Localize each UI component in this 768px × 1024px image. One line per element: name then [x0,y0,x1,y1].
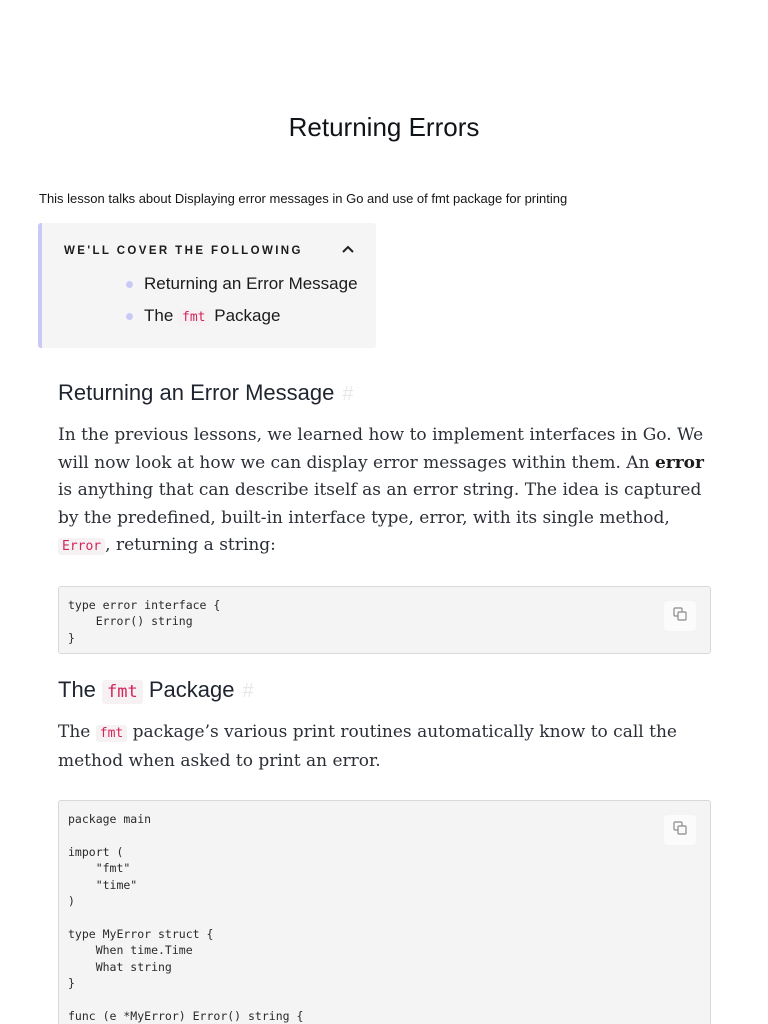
section-heading-text: Package [142,677,235,702]
toc-list [124,273,358,337]
code-content: package main import ( "fmt" "time" ) type MyError struct { When time.Time What string } func (e *MyError) Error() string { [68,812,304,1023]
toc-item-prefix: The [144,306,179,325]
anchor-link[interactable]: # [342,383,354,405]
section-heading-fmt-package [58,677,254,703]
toc-item-suffix: Package [209,306,281,325]
inline-code: fmt [102,680,143,704]
code-block-main-program [58,800,711,1024]
copy-button[interactable] [664,815,696,845]
para-text: , returning a string: [105,535,276,555]
copy-button[interactable] [664,601,696,631]
anchor-link[interactable]: # [242,680,254,702]
para-text: The [58,722,96,742]
toc-item-returning-error[interactable] [124,273,358,305]
chevron-up-icon[interactable] [340,242,356,256]
code-content: type error interface { Error() string } [68,598,221,645]
toc-item-label: Returning an Error Message [144,274,358,293]
inline-code: Error [58,538,105,555]
inline-code: fmt [96,725,127,742]
section1-paragraph [58,422,714,561]
section2-paragraph [58,719,714,775]
section-heading-text: The [58,677,103,702]
toc-panel [38,223,376,348]
para-text: package’s various print routines automatically know to call the method when asked to print an error. [58,722,677,771]
copy-icon [673,821,687,840]
bullet-dot [126,281,133,288]
copy-icon [673,607,687,626]
toc-item-code: fmt [178,309,209,326]
para-text: is anything that can describe itself as an error string. The idea is captured by the predefined, built-in interface type, error, with its single method, [58,480,702,528]
code-block-error-interface [58,586,711,654]
lesson-intro: This lesson talks about Displaying error messages in Go and use of fmt package for printing [39,191,568,206]
bullet-dot [126,313,133,320]
toc-heading: WE'LL COVER THE FOLLOWING [64,245,303,257]
section-heading-text: Returning an Error Message [58,380,335,405]
section-heading-returning-error [58,380,353,406]
para-bold-term: error [654,452,704,473]
para-text: In the previous lessons, we learned how to implement interfaces in Go. We will now look at how we can display error messages within them. An [58,425,704,473]
toc-item-fmt-package[interactable] [124,305,358,337]
page-title: Returning Errors [288,112,480,142]
